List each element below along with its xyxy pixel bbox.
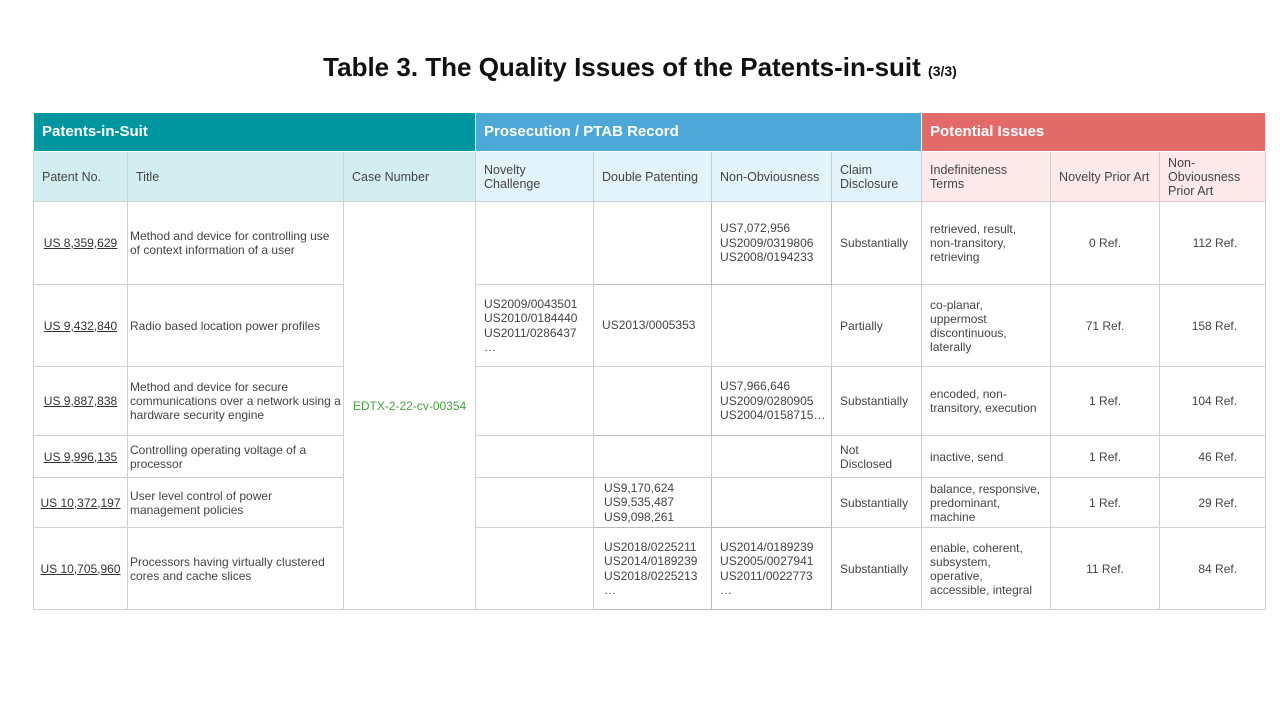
col-header-non-obviousness-prior-art: Non-Obviousness Prior Art (1160, 152, 1266, 202)
col-header-patent-no: Patent No. (34, 152, 128, 202)
novelty-challenge-cell (476, 478, 594, 528)
col-header-case-number: Case Number (344, 152, 476, 202)
non-obviousness-prior-art-cell: 29 Ref. (1160, 478, 1266, 528)
table-row (34, 202, 1266, 285)
non-obviousness-cell (712, 478, 832, 528)
double-patenting-cell (594, 367, 712, 436)
novelty-prior-art-cell: 1 Ref. (1051, 478, 1160, 528)
claim-disclosure-cell: Substantially (832, 202, 922, 285)
patent-number-link[interactable]: US 9,887,838 (34, 367, 128, 436)
col-header-novelty-prior-art: Novelty Prior Art (1051, 152, 1160, 202)
indefiniteness-terms-cell: enable, coherent, subsystem, operative, accessible, integral (922, 528, 1051, 610)
double-patenting-cell: US2018/0225211 US2014/0189239 US2018/0225213 … (594, 528, 712, 610)
patent-title: Method and device for controlling use of context information of a user (128, 202, 344, 285)
non-obviousness-prior-art-cell: 112 Ref. (1160, 202, 1266, 285)
non-obviousness-cell (712, 285, 832, 367)
patent-number-link[interactable]: US 10,705,960 (34, 528, 128, 610)
patent-number-link[interactable]: US 8,359,629 (34, 202, 128, 285)
non-obviousness-prior-art-cell: 84 Ref. (1160, 528, 1266, 610)
claim-disclosure-cell: Not Disclosed (832, 436, 922, 478)
novelty-prior-art-cell: 1 Ref. (1051, 436, 1160, 478)
patent-title: User level control of power management policies (128, 478, 344, 528)
double-patenting-cell: US2013/0005353 (594, 285, 712, 367)
novelty-prior-art-cell: 11 Ref. (1051, 528, 1160, 610)
novelty-challenge-cell (476, 436, 594, 478)
patent-number-link[interactable]: US 9,432,840 (34, 285, 128, 367)
col-header-double-patenting: Double Patenting (594, 152, 712, 202)
col-header-claim-disclosure: Claim Disclosure (832, 152, 922, 202)
patent-title: Method and device for secure communications over a network using a hardware security engine (128, 367, 344, 436)
non-obviousness-prior-art-cell: 158 Ref. (1160, 285, 1266, 367)
patent-number-link[interactable]: US 9,996,135 (34, 436, 128, 478)
patents-quality-table (33, 112, 1266, 610)
col-header-novelty-challenge: Novelty Challenge (476, 152, 594, 202)
patent-title: Processors having virtually clustered cores and cache slices (128, 528, 344, 610)
group-header-prosecution-ptab: Prosecution / PTAB Record (476, 113, 922, 152)
novelty-challenge-cell (476, 367, 594, 436)
claim-disclosure-cell: Substantially (832, 528, 922, 610)
novelty-challenge-cell (476, 528, 594, 610)
patent-title: Controlling operating voltage of a processor (128, 436, 344, 478)
non-obviousness-prior-art-cell: 46 Ref. (1160, 436, 1266, 478)
indefiniteness-terms-cell: co-planar, uppermost discontinuous, laterally (922, 285, 1051, 367)
patent-number-link[interactable]: US 10,372,197 (34, 478, 128, 528)
double-patenting-cell (594, 202, 712, 285)
col-header-non-obviousness: Non-Obviousness (712, 152, 832, 202)
claim-disclosure-cell: Partially (832, 285, 922, 367)
novelty-prior-art-cell: 71 Ref. (1051, 285, 1160, 367)
page-title (0, 52, 1280, 83)
table-row (34, 436, 1266, 478)
col-header-title: Title (128, 152, 344, 202)
col-header-indefiniteness-terms: Indefiniteness Terms (922, 152, 1051, 202)
claim-disclosure-cell: Substantially (832, 478, 922, 528)
novelty-prior-art-cell: 0 Ref. (1051, 202, 1160, 285)
indefiniteness-terms-cell: inactive, send (922, 436, 1051, 478)
patent-title: Radio based location power profiles (128, 285, 344, 367)
indefiniteness-terms-cell: encoded, non-transitory, execution (922, 367, 1051, 436)
novelty-challenge-cell (476, 202, 594, 285)
novelty-challenge-cell: US2009/0043501 US2010/0184440 US2011/0286437 … (476, 285, 594, 367)
table-row (34, 367, 1266, 436)
group-header-potential-issues: Potential Issues (922, 113, 1266, 152)
non-obviousness-cell: US2014/0189239 US2005/0027941 US2011/0022773 … (712, 528, 832, 610)
non-obviousness-cell (712, 436, 832, 478)
non-obviousness-cell: US7,072,956 US2009/0319806 US2008/0194233 (712, 202, 832, 285)
indefiniteness-terms-cell: balance, responsive, predominant, machine (922, 478, 1051, 528)
claim-disclosure-cell: Substantially (832, 367, 922, 436)
double-patenting-cell (594, 436, 712, 478)
indefiniteness-terms-cell: retrieved, result, non-transitory, retrieving (922, 202, 1051, 285)
table-row (34, 528, 1266, 610)
double-patenting-cell: US9,170,624 US9,535,487 US9,098,261 (594, 478, 712, 528)
non-obviousness-prior-art-cell: 104 Ref. (1160, 367, 1266, 436)
group-header-patents-in-suit: Patents-in-Suit (34, 113, 476, 152)
case-number: EDTX-2-22-cv-00354 (344, 202, 476, 610)
table-row (34, 478, 1266, 528)
novelty-prior-art-cell: 1 Ref. (1051, 367, 1160, 436)
table-row (34, 285, 1266, 367)
title-page-indicator: (3/3) (928, 63, 957, 79)
non-obviousness-cell: US7,966,646 US2009/0280905 US2004/0158715… (712, 367, 832, 436)
title-text: Table 3. The Quality Issues of the Patents-in-suit (323, 52, 921, 82)
